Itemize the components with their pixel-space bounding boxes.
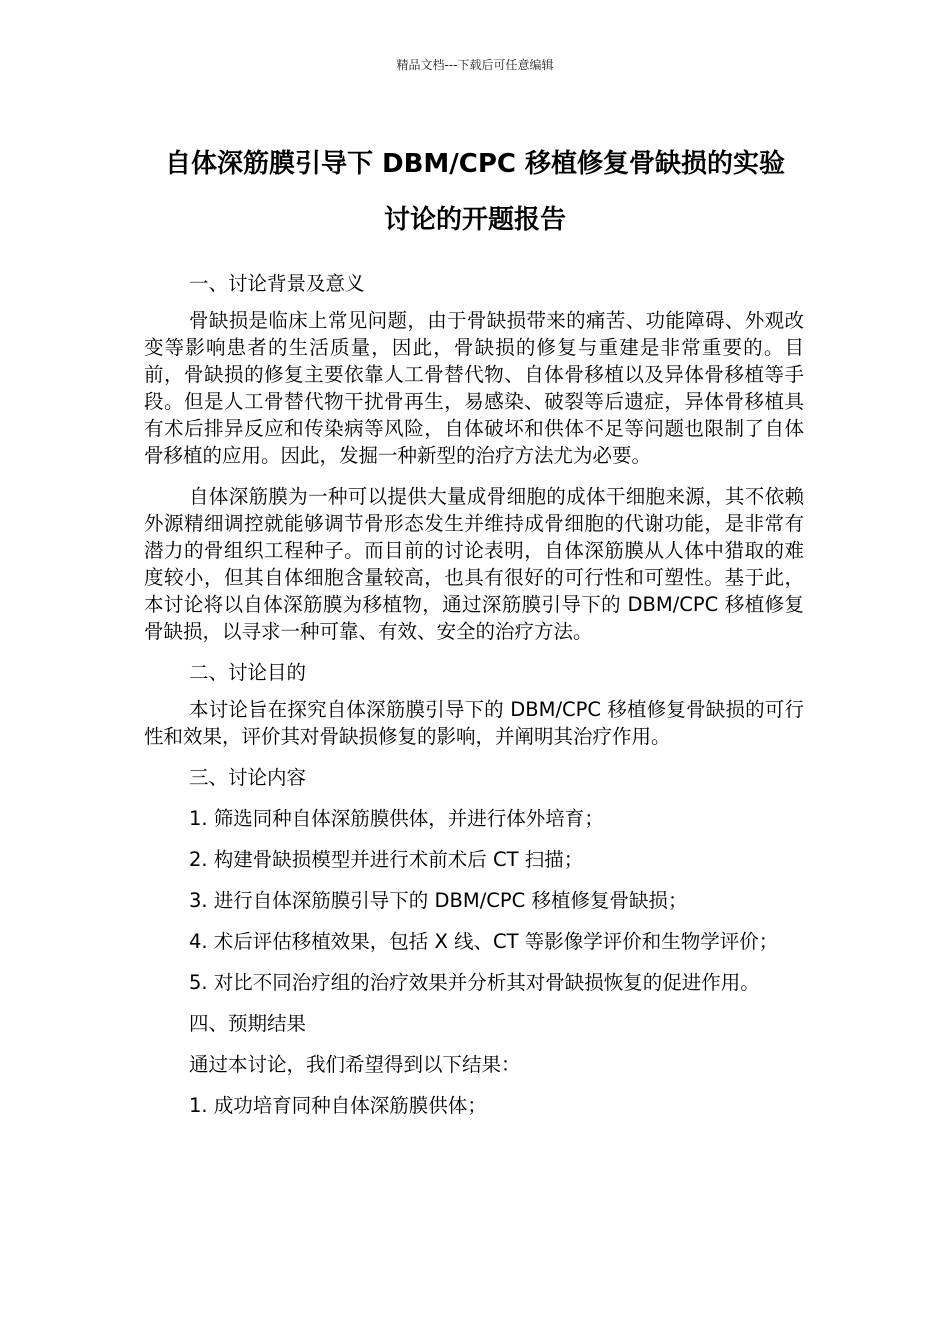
title-line-2: 讨论的开题报告 <box>383 205 566 235</box>
list-item: 2. 构建骨缺损模型并进行术前术后 CT 扫描； <box>189 848 584 871</box>
section-2-heading: 二、讨论目的 <box>189 661 307 684</box>
document-title <box>130 136 820 248</box>
document-body <box>144 270 804 1119</box>
section-1-paragraph-1: 骨缺损是临床上常见问题，由于骨缺损带来的痛苦、功能障碍、外观改变等影响患者的生活质量，因此，骨缺损的修复与重建是非常重要的。目前，骨缺损的修复主要依靠人工骨替代物、自体骨移植以及异体骨移植等手段。但是人工骨替代物干扰骨再生，易感染、破裂等后遗症，异体骨移植具有术后排异反应和传染病等风险，自体破坏和供体不足等问题也限制了自体骨移植的应用。因此，发掘一种新型的治疗方法尤为必要。 <box>144 309 804 467</box>
section-4-heading: 四、预期结果 <box>189 1012 307 1035</box>
section-1-heading: 一、讨论背景及意义 <box>189 272 365 295</box>
list-item: 5. 对比不同治疗组的治疗效果并分析其对骨缺损恢复的促进作用。 <box>189 971 760 994</box>
section-4-intro: 通过本讨论，我们希望得到以下结果： <box>189 1053 521 1076</box>
list-item: 3. 进行自体深筋膜引导下的 DBM/CPC 移植修复骨缺损； <box>189 889 688 912</box>
title-line-1: 自体深筋膜引导下 DBM/CPC 移植修复骨缺损的实验 <box>164 149 786 179</box>
header-note: 精品文档---下载后可任意编辑 <box>396 58 554 72</box>
section-2-paragraph: 本讨论旨在探究自体深筋膜引导下的 DBM/CPC 移植修复骨缺损的可行性和效果，评价其对骨缺损修复的影响，并阐明其治疗作用。 <box>144 698 804 748</box>
list-item: 1. 成功培育同种自体深筋膜供体； <box>189 1094 487 1117</box>
list-item: 4. 术后评估移植效果，包括 X 线、CT 等影像学评价和生物学评价； <box>189 930 779 953</box>
section-1-paragraph-2: 自体深筋膜为一种可以提供大量成骨细胞的成体干细胞来源，其不依赖外源精细调控就能够调节骨形态发生并维持成骨细胞的代谢功能，是非常有潜力的骨组织工程种子。而目前的讨论表明，自体深筋膜从人体中猎取的难度较小，但其自体细胞含量较高，也具有很好的可行性和可塑性。基于此，本讨论将以自体深筋膜为移植物，通过深筋膜引导下的 DBM/CPC 移植修复骨缺损，以寻求一种可靠、有效、安全的治疗方法。 <box>144 485 804 643</box>
list-item: 1. 筛选同种自体深筋膜供体，并进行体外培育； <box>189 807 604 830</box>
section-3-heading: 三、讨论内容 <box>189 766 307 789</box>
